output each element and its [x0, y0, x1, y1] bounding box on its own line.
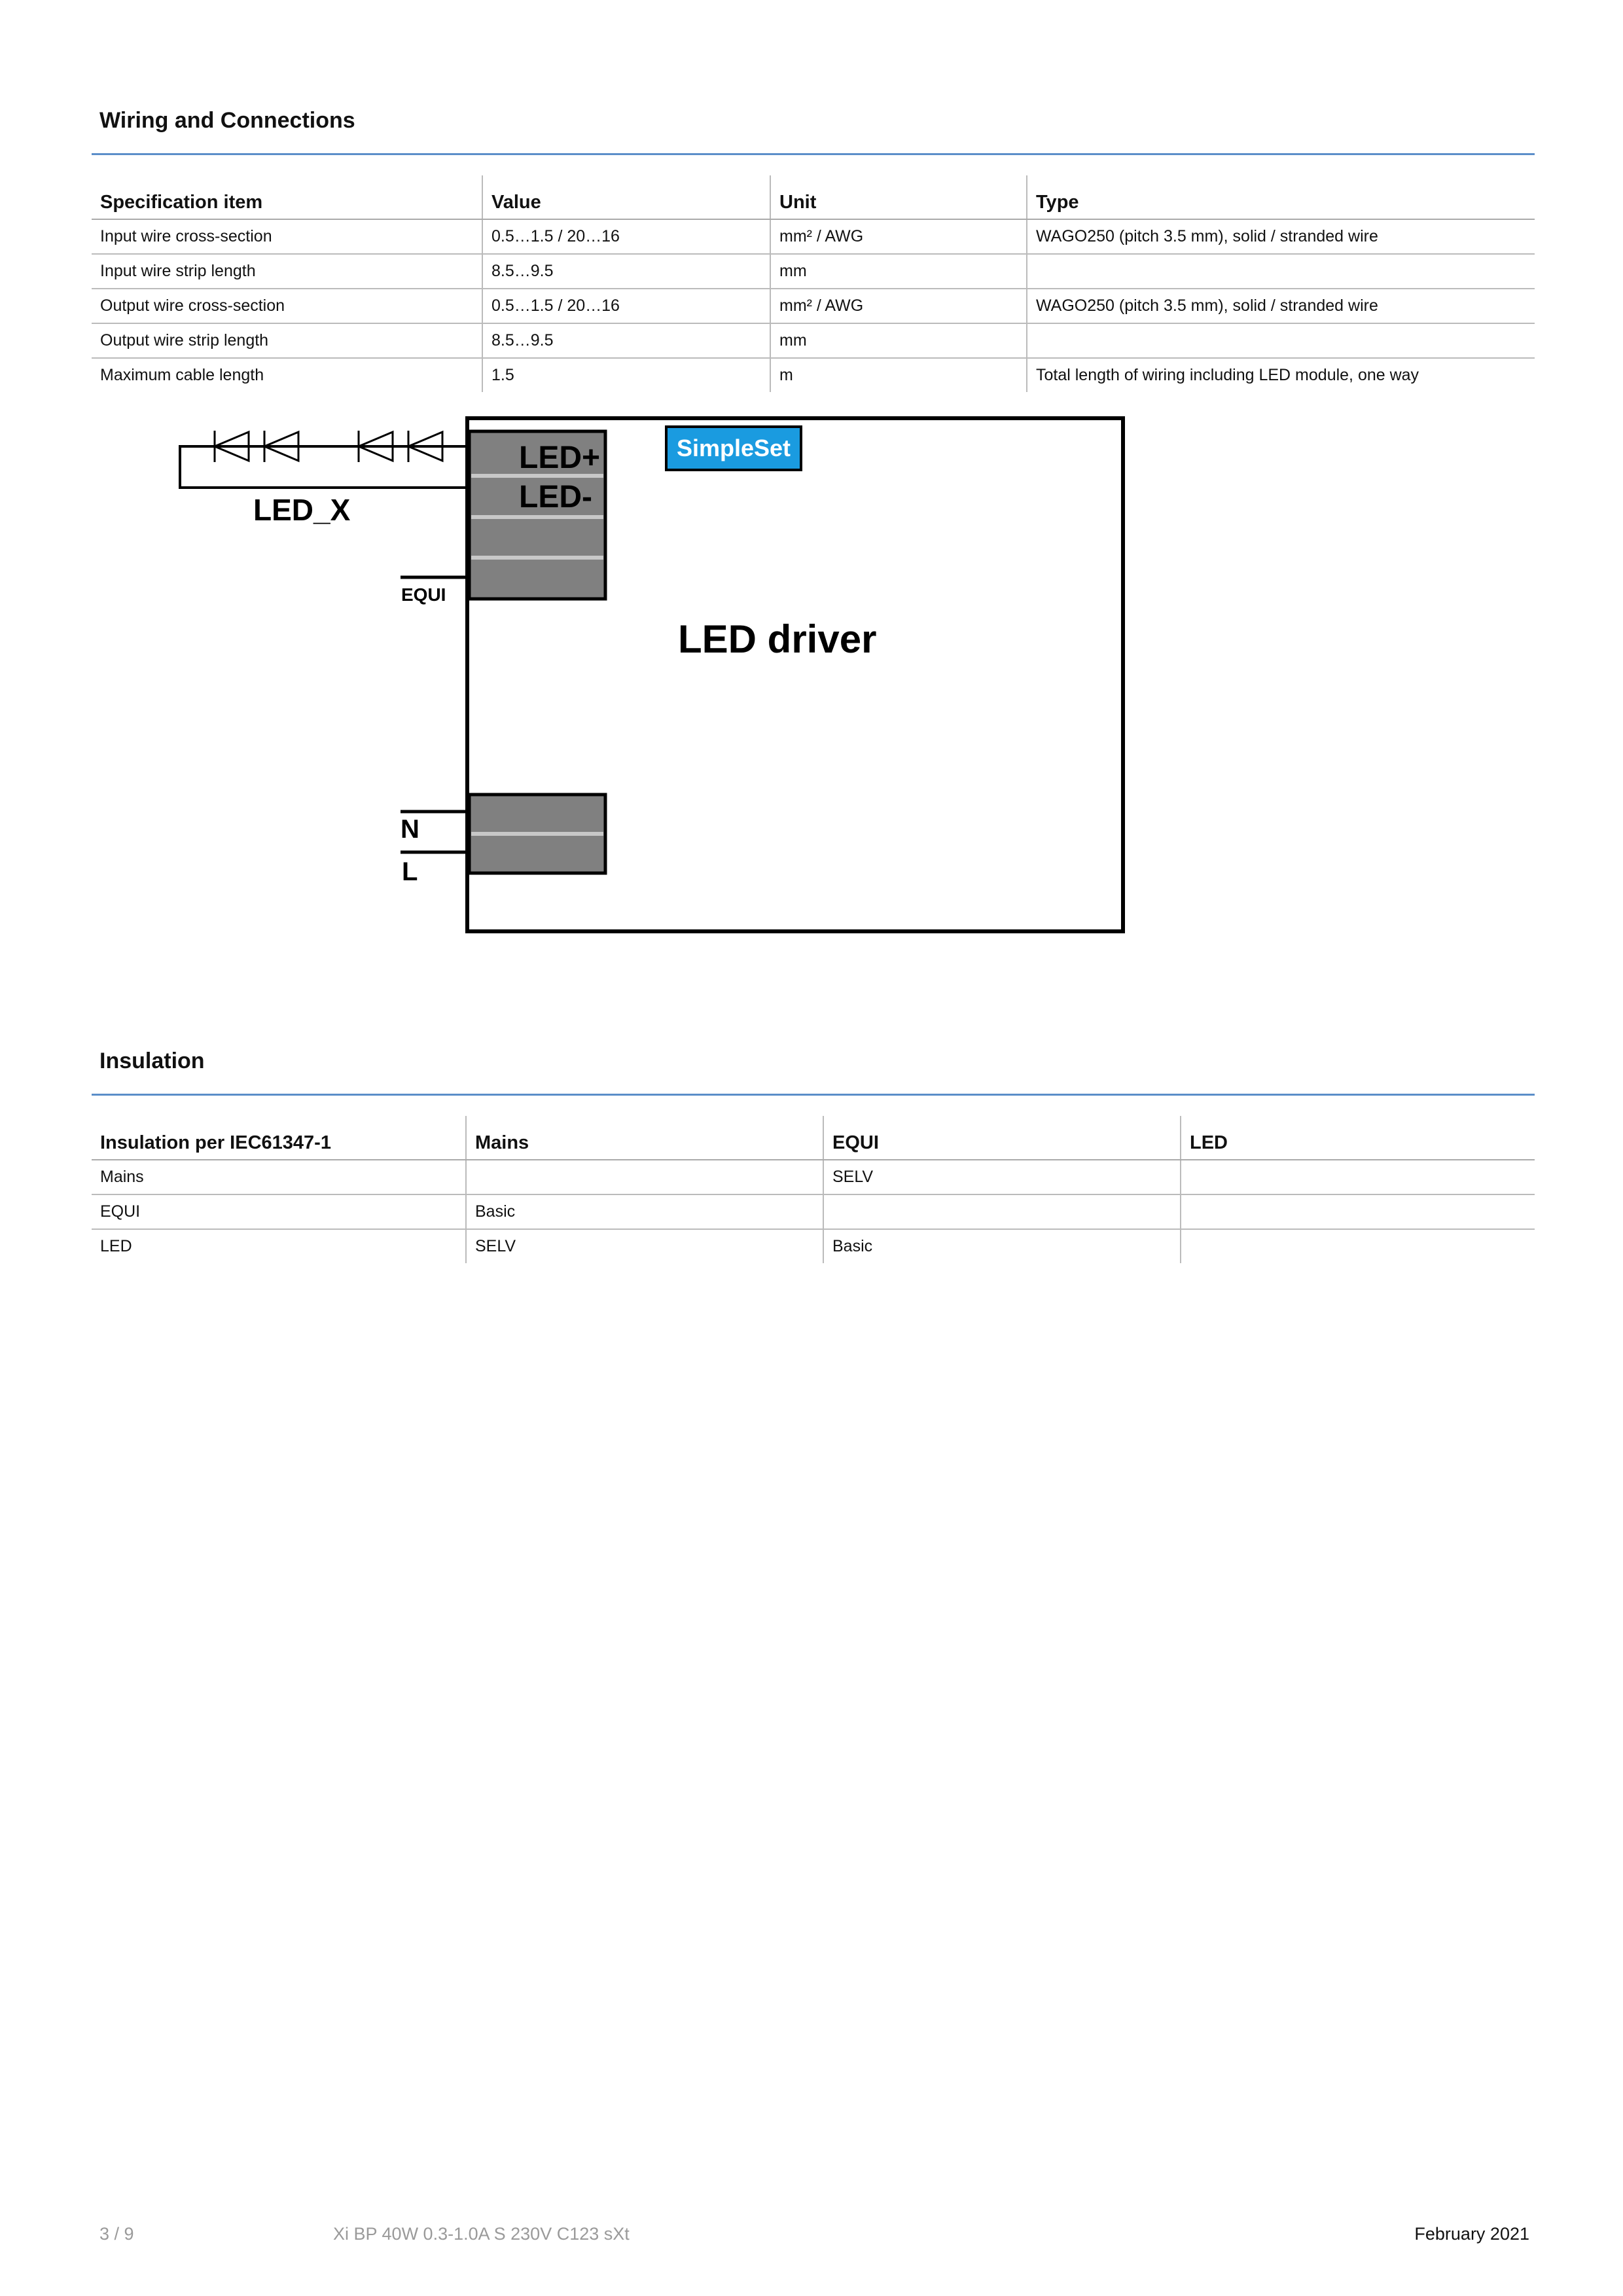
wiring-title: Wiring and Connections	[99, 108, 355, 133]
column-header: Type	[1027, 175, 1535, 219]
table-cell	[1027, 254, 1535, 289]
column-header: Insulation per IEC61347-1	[92, 1116, 466, 1160]
column-header: Unit	[770, 175, 1027, 219]
simpleset-label: SimpleSet	[676, 435, 791, 461]
table-cell	[1181, 1194, 1535, 1229]
table-cell: 1.5	[482, 358, 770, 392]
wiring-table	[92, 175, 1535, 392]
table-header-row	[92, 1116, 1535, 1160]
column-header: Specification item	[92, 175, 482, 219]
table-row	[92, 1229, 1535, 1263]
insulation-title: Insulation	[99, 1049, 205, 1073]
column-header: Mains	[466, 1116, 823, 1160]
table-cell: Output wire cross-section	[92, 289, 482, 323]
column-header: LED	[1181, 1116, 1535, 1160]
led-plus-label: LED+	[519, 440, 601, 475]
table-cell	[1027, 323, 1535, 358]
wiring-title-rule	[92, 153, 1535, 155]
table-cell: Input wire cross-section	[92, 219, 482, 254]
table-cell: m	[770, 358, 1027, 392]
table-cell: LED	[100, 1237, 132, 1255]
table-cell: mm² / AWG	[770, 289, 1027, 323]
table-row	[92, 289, 1535, 323]
table-cell: SELV	[823, 1160, 1181, 1194]
table-cell: Output wire strip length	[92, 323, 482, 358]
led-minus-label: LED-	[519, 480, 592, 514]
insulation-title-rule	[92, 1094, 1535, 1096]
table-cell: 8.5…9.5	[482, 323, 770, 358]
table-cell: SELV	[466, 1229, 823, 1263]
table-cell	[1181, 1160, 1535, 1194]
table-cell	[466, 1160, 823, 1194]
table-cell: Basic	[823, 1229, 1181, 1263]
table-row	[92, 1160, 1535, 1194]
table-cell: mm	[770, 323, 1027, 358]
line-label: L	[402, 857, 418, 886]
led-string-label: LED_X	[253, 493, 351, 527]
table-row	[92, 358, 1535, 392]
table-cell: Mains	[92, 1160, 466, 1194]
table-row	[92, 254, 1535, 289]
page-number: 3 / 9	[99, 2224, 134, 2244]
column-header: Value	[482, 175, 770, 219]
column-header: EQUI	[823, 1116, 1181, 1160]
document-date: February 2021	[1414, 2224, 1529, 2244]
table-cell: 8.5…9.5	[482, 254, 770, 289]
table-cell: Total length of wiring including LED module, one way	[1027, 358, 1535, 392]
table-cell: Basic	[466, 1194, 823, 1229]
led-string-wire	[180, 446, 469, 488]
driver-label: LED driver	[678, 617, 877, 661]
table-cell: mm² / AWG	[770, 219, 1027, 254]
neutral-label: N	[401, 815, 419, 844]
table-header-row	[92, 175, 1535, 219]
table-row	[92, 323, 1535, 358]
table-cell: Maximum cable length	[100, 366, 264, 384]
product-name: Xi BP 40W 0.3-1.0A S 230V C123 sXt	[333, 2224, 630, 2244]
table-cell: WAGO250 (pitch 3.5 mm), solid / stranded wire	[1027, 219, 1535, 254]
table-cell: WAGO250 (pitch 3.5 mm), solid / stranded wire	[1027, 289, 1535, 323]
table-cell: 0.5…1.5 / 20…16	[482, 289, 770, 323]
table-cell	[823, 1194, 1181, 1229]
table-cell	[1181, 1229, 1535, 1263]
table-cell: mm	[770, 254, 1027, 289]
equi-label: EQUI	[401, 584, 446, 605]
table-cell: EQUI	[92, 1194, 466, 1229]
wiring-diagram	[0, 406, 1152, 942]
table-cell: Input wire strip length	[92, 254, 482, 289]
table-cell: 0.5…1.5 / 20…16	[482, 219, 770, 254]
table-row	[92, 219, 1535, 254]
insulation-table	[92, 1116, 1535, 1263]
table-row	[92, 1194, 1535, 1229]
